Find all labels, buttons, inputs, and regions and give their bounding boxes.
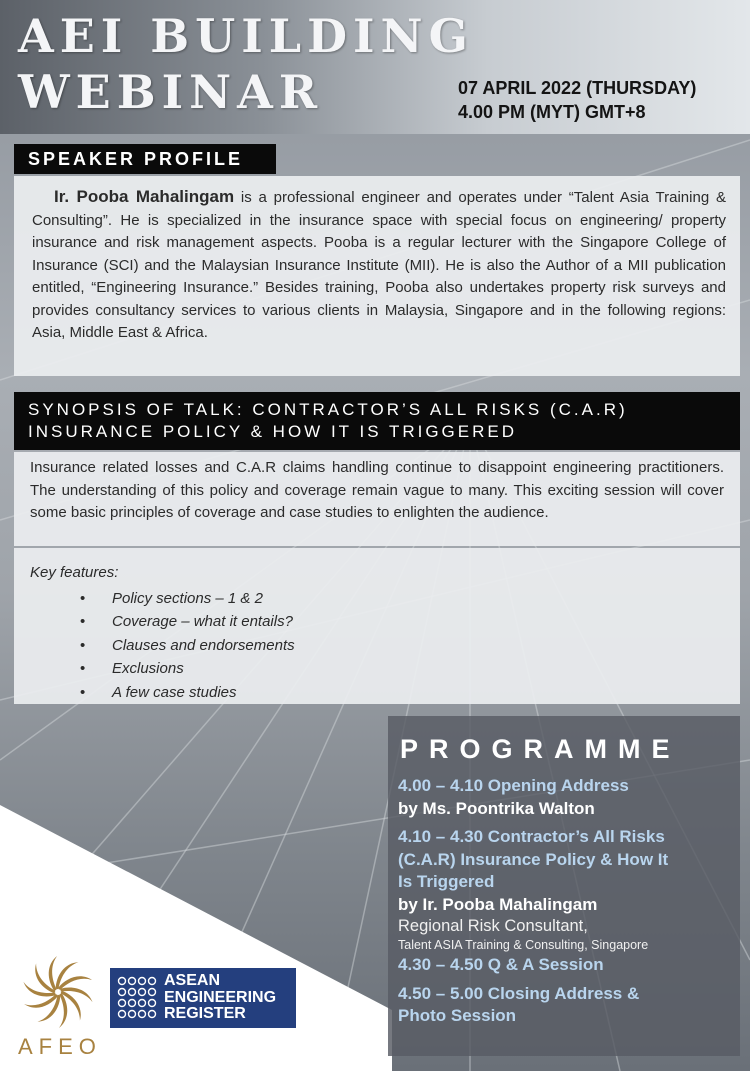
afeo-logo-text: AFEO <box>18 1034 102 1059</box>
date-time-block <box>458 76 696 124</box>
synopsis-label <box>14 392 740 450</box>
aer-line-1: ASEAN <box>164 972 221 989</box>
programme-title: PROGRAMME <box>400 734 681 764</box>
title-line-1: AEI BUILDING <box>18 9 474 63</box>
header-banner <box>0 0 750 134</box>
bullet-icon: • <box>80 589 86 607</box>
speaker-organisation: Talent ASIA Training & Consulting, Singapore <box>398 938 649 952</box>
webinar-title <box>18 8 474 120</box>
aer-line-3: REGISTER <box>164 1005 246 1022</box>
list-item <box>30 610 724 634</box>
bullet-icon: • <box>80 660 86 677</box>
programme-item-opening <box>398 775 726 820</box>
synopsis-text: Insurance related losses and C.A.R claims handling continue to disappoint engineering practitioners. The understanding of this policy and coverage remain vague to many. This exciting session will cover some basic principles of coverage and case studies to enlighten the audience. <box>30 459 724 521</box>
bullet-icon: • <box>80 613 86 630</box>
programme-item-closing <box>398 983 726 1028</box>
programme-item-title: 4.00 – 4.10 Opening Address <box>398 776 629 795</box>
programme-item-title: (C.A.R) Insurance Policy & How It <box>398 849 669 869</box>
aer-logo-text <box>164 973 276 1023</box>
speaker-bio-text: is a professional engineer and operates under “Talent Asia Training & Consulting”. He is specialized in the insurance space with special focus on engineering/ property insurance and risk management aspects. Pooba is a regular lecturer with the Singapore College of Insurance (SCI) and the Malaysian Insurance Institute (MII). He is also the Author of a MII publication entitled, “Engineering Insurance.” Besides training, Pooba also undertakes property risk surveys and provides consultancy services to various clients in Malaysia, Singapore and in the following regions: Asia, Middle East & Africa. <box>32 189 726 341</box>
programme-item-title: Is Triggered <box>398 872 495 891</box>
synopsis-panel <box>14 452 740 546</box>
speaker-bio <box>32 186 726 345</box>
afeo-swirl-logo-icon <box>18 952 98 1032</box>
programme-item-qa <box>398 954 726 977</box>
event-date: 07 APRIL 2022 (THURSDAY) <box>458 78 697 98</box>
key-features-panel <box>14 548 740 704</box>
speaker-profile-panel <box>14 176 740 376</box>
programme-item-speaker: by Ms. Poontrika Walton <box>398 798 595 818</box>
aer-logo <box>110 968 296 1028</box>
feature-text: Clauses and endorsements <box>112 636 295 654</box>
programme-item-title: 4.30 – 4.50 Q & A Session <box>398 955 604 974</box>
key-features-heading: Key features: <box>30 564 119 581</box>
key-features-list <box>30 587 724 705</box>
feature-text: Policy sections – 1 & 2 <box>112 589 263 607</box>
list-item <box>30 587 724 611</box>
programme-item-title: 4.10 – 4.30 Contractor’s All Risks <box>398 827 665 846</box>
list-item <box>30 634 724 658</box>
speaker-name: Ir. Pooba Mahalingam <box>54 187 235 206</box>
programme-item-speaker: by Ir. Pooba Mahalingam <box>398 894 598 914</box>
feature-text: Coverage – what it entails? <box>112 613 293 630</box>
aer-pattern-icon <box>116 974 160 1022</box>
programme-panel <box>388 716 740 1056</box>
bullet-icon: • <box>80 636 86 654</box>
event-time: 4.00 PM (MYT) GMT+8 <box>458 102 646 122</box>
synopsis-label-line-1: SYNOPSIS OF TALK: CONTRACTOR’S ALL RISKS (C.A.R) <box>28 400 628 419</box>
programme-item-title: Photo Session <box>398 1006 517 1025</box>
feature-text: Exclusions <box>112 660 184 677</box>
title-line-2: WEBINAR <box>18 65 324 119</box>
programme-item-talk <box>398 826 726 954</box>
bullet-icon: • <box>80 683 86 701</box>
programme-item-title: 4.50 – 5.00 Closing Address & <box>398 983 640 1003</box>
list-item <box>30 657 724 681</box>
speaker-role: Regional Risk Consultant, <box>398 917 588 935</box>
speaker-profile-label: SPEAKER PROFILE <box>14 144 276 174</box>
aer-line-2: ENGINEERING <box>164 988 277 1006</box>
synopsis-label-line-2: INSURANCE POLICY & HOW IT IS TRIGGERED <box>28 422 518 441</box>
list-item <box>30 681 724 705</box>
feature-text: A few case studies <box>112 683 237 701</box>
